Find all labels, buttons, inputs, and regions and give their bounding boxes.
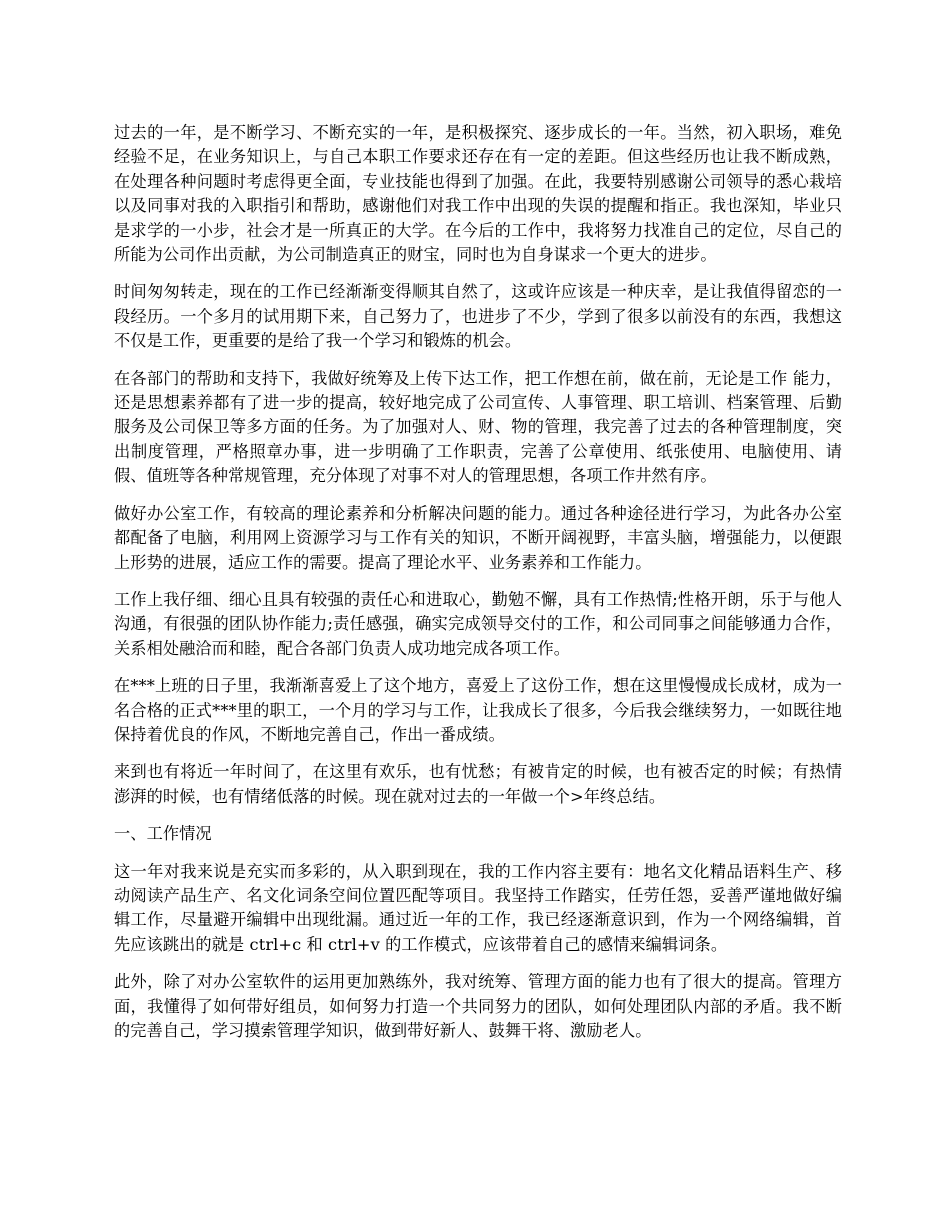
paragraph-1: 过去的一年，是不断学习、不断充实的一年，是积极探究、逐步成长的一年。当然，初入职场，难免经验不足，在业务知识上，与自己本职工作要求还存在有一定的差距。但这些经历也让我不断成熟，在处理各种问题时考虑得更全面，专业技能也得到了加强。在此，我要特别感谢公司领导的悉心栽培以及同事对我的入职指引和帮助，感谢他们对我工作中出现的失误的提醒和指正。我也深知，毕业只是求学的一小步，社会才是一所真正的大学。在今后的工作中，我将努力找准自己的定位，尽自己的所能为公司作出贡献，为公司制造真正的财宝，同时也为自身谋求一个更大的进步。 bbox=[114, 123, 842, 265]
document-body bbox=[114, 121, 842, 1056]
paragraph-6: 在***上班的日子里，我渐渐喜爱上了这个地方，喜爱上了这份工作，想在这里慢慢成长成材，成为一名合格的正式***里的职工，一个月的学习与工作，让我成长了很多，今后我会继续努力，一如既往地保持着优良的作风，不断地完善自己，作出一番成绩。 bbox=[114, 676, 842, 744]
paragraph-5: 工作上我仔细、细心且具有较强的责任心和进取心，勤勉不懈，具有工作热情;性格开朗，乐于与他人沟通，有很强的团队协作能力;责任感强，确实完成领导交付的工作，和公司同事之间能够通力合作，关系相处融洽而和睦，配合各部门负责人成功地完成各项工作。 bbox=[114, 589, 842, 658]
paragraph-3: 在各部门的帮助和支持下，我做好统筹及上传下达工作，把工作想在前，做在前，无论是工作 能力，还是思想素养都有了进一步的提高，较好地完成了公司宣传、人事管理、职工培训、档案管理、后勤服务及公司保卫等多方面的任务。为了加强对人、财、物的管理，我完善了过去的各种管理制度，突出制度管理，严格照章办事，进一步明确了工作职责，完善了公章使用、纸张使用、电脑使用、请假、值班等各种常规管理，充分体现了对事不对人的管理思想，各项工作井然有序。 bbox=[114, 368, 842, 486]
paragraph-8: 这一年对我来说是充实而多彩的，从入职到现在，我的工作内容主要有：地名文化精品语料生产、移动阅读产品生产、名文化词条空间位置匹配等项目。我坚持工作踏实，任劳任怨，妥善严谨地做好编辑工作，尽量避开编辑中出现纰漏。通过近一年的工作，我已经逐渐意识到，作为一个网络编辑，首先应该跳出的就是 ctrl+c 和 ctrl+v 的工作模式，应该带着自己的感情来编辑词条。 bbox=[114, 861, 842, 954]
paragraph-2: 时间匆匆转走，现在的工作已经渐渐变得顺其自然了，这或许应该是一种庆幸，是让我值得留恋的一段经历。一个多月的试用期下来，自己努力了，也进步了不少，学到了很多以前没有的东西，我想这不仅是工作，更重要的是给了我一个学习和锻炼的机会。 bbox=[114, 282, 842, 351]
section-heading-work-situation: 一、工作情况 bbox=[114, 824, 212, 844]
paragraph-7: 来到也有将近一年时间了，在这里有欢乐，也有忧愁；有被肯定的时候，也有被否定的时候；有热情澎湃的时候，也有情绪低落的时候。现在就对过去的一年做一个>年终总结。 bbox=[114, 762, 842, 806]
paragraph-4: 做好办公室工作，有较高的理论素养和分析解决问题的能力。通过各种途径进行学习，为此各办公室都配备了电脑，利用网上资源学习与工作有关的知识，不断开阔视野，丰富头脑，增强能力，以便跟上形势的进展，适应工作的需要。提高了理论水平、业务素养和工作能力。 bbox=[114, 503, 842, 572]
paragraph-9: 此外，除了对办公室软件的运用更加熟练外，我对统筹、管理方面的能力也有了很大的提高。管理方面，我懂得了如何带好组员，如何努力打造一个共同努力的团队，如何处理团队内部的矛盾。我不断的完善自己，学习摸索管理学知识，做到带好新人、鼓舞干将、激励老人。 bbox=[114, 972, 842, 1040]
